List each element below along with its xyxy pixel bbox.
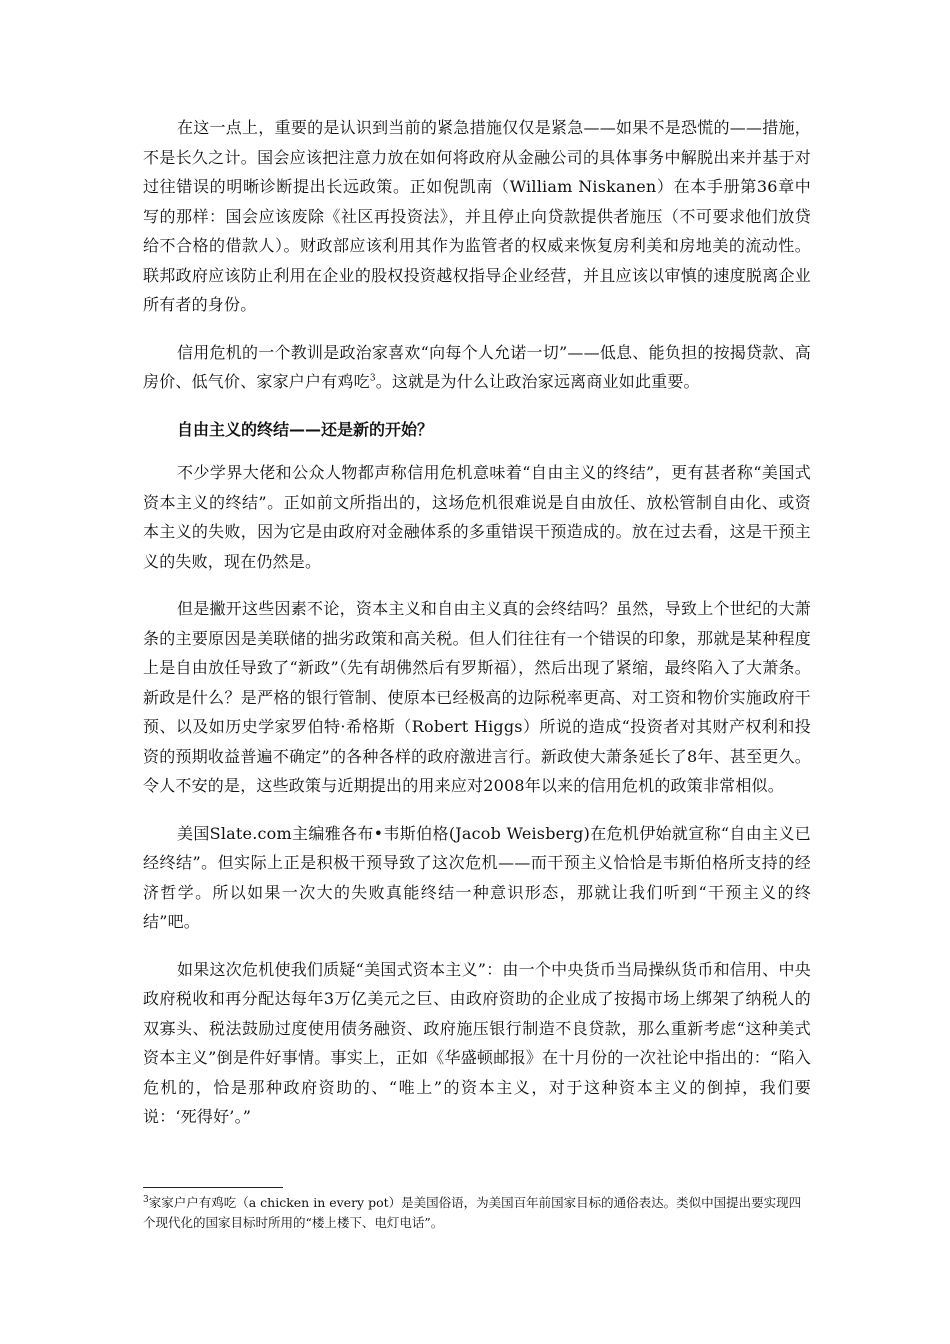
paragraph: 美国Slate.com主编雅各布•韦斯伯格(Jacob Weisberg)在危机伊始就宣称“自由主义已经终结”。但实际上正是积极干预导致了这次危机——而干预主义恰恰是韦斯伯格所支持的经济哲学。所以如果一次大的失败真能终结一种意识形态，那就让我们听到“干预主义的终结”吧。 [143, 823, 811, 931]
footnote-reference[interactable]: 3 [369, 373, 376, 384]
paragraph: 在这一点上，重要的是认识到当前的紧急措施仅仅是紧急——如果不是恐慌的——措施，不是长久之计。国会应该把注意力放在如何将政府从金融公司的具体事务中解脱出来并基于对过往错误的明晰诊断提出长远政策。正如倪凯南（William Niskanen）在本手册第36章中写的那样：国会应该废除《社区再投资法》，并且停止向贷款提供者施压（不可要求他们放贷给不合格的借款人）。财政部应该利用其作为监管者的权威来恢复房利美和房地美的流动性。联邦政府应该防止利用在企业的股权投资越权指导企业经营，并且应该以审慎的速度脱离企业所有者的身份。 [143, 118, 811, 314]
footnote-marker: 3 [143, 1194, 149, 1205]
footnote-text: 家家户户有鸡吃（a chicken in every pot）是美国俗语，为美国百年前国家目标的通俗表达。类似中国提出要实现四个现代化的国家目标时所用的“楼上楼下、电灯电话”。 [143, 1195, 802, 1230]
paragraph: 如果这次危机使我们质疑“美国式资本主义”：由一个中央货币当局操纵货币和信用、中央政府税收和再分配达每年3万亿美元之巨、由政府资助的企业成了按揭市场上绑架了纳税人的双寡头、税法鼓励过度使用债务融资、政府施压银行制造不良贷款，那么重新考虑“这种美式资本主义”倒是件好事情。事实上，正如《华盛顿邮报》在十月份的一次社论中指出的：“陷入危机的，恰是那种政府资助的、“唯上”的资本主义，对于这种资本主义的倒掉，我们要说：‘死得好’。” [143, 959, 811, 1126]
paragraph-text: 。这就是为什么让政治家远离商业如此重要。 [375, 372, 700, 391]
paragraph: 不少学界大佬和公众人物都声称信用危机意味着“自由主义的终结”，更有甚者称“美国式资本主义的终结”。正如前文所指出的，这场危机很难说是自由放任、放松管制自由化、或资本主义的失败，因为它是由政府对金融体系的多重错误干预造成的。放在过去看，这是干预主义的失败，现在仍然是。 [143, 463, 811, 571]
footnote [143, 1193, 811, 1233]
paragraph [143, 338, 811, 397]
paragraph: 但是撇开这些因素不论，资本主义和自由主义真的会终结吗？虽然，导致上个世纪的大萧条的主要原因是美联储的拙劣政策和高关税。但人们往往有一个错误的印象，那就是某种程度上是自由放任导致了“新政”（先有胡佛然后有罗斯福），然后出现了紧缩，最终陷入了大萧条。新政是什么？是严格的银行管制、使原本已经极高的边际税率更高、对工资和物价实施政府干预、以及如历史学家罗伯特·希格斯（Robert Higgs）所说的造成“投资者对其财产权利和投资的预期收益普遍不确定”的各种各样的政府激进言行。新政使大萧条延长了8年、甚至更久。令人不安的是，这些政策与近期提出的用来应对2008年以来的信用危机的政策非常相似。 [143, 599, 811, 795]
body-text [143, 113, 811, 1150]
section-heading: 自由主义的终结——还是新的开始？ [177, 419, 434, 439]
footnote-separator [143, 1187, 283, 1188]
paragraph-text: 信用危机的一个教训是政治家喜欢“向每个人允诺一切”——低息、能负担的按揭贷款、高房价、低气价、家家户户有鸡吃 [143, 342, 811, 391]
